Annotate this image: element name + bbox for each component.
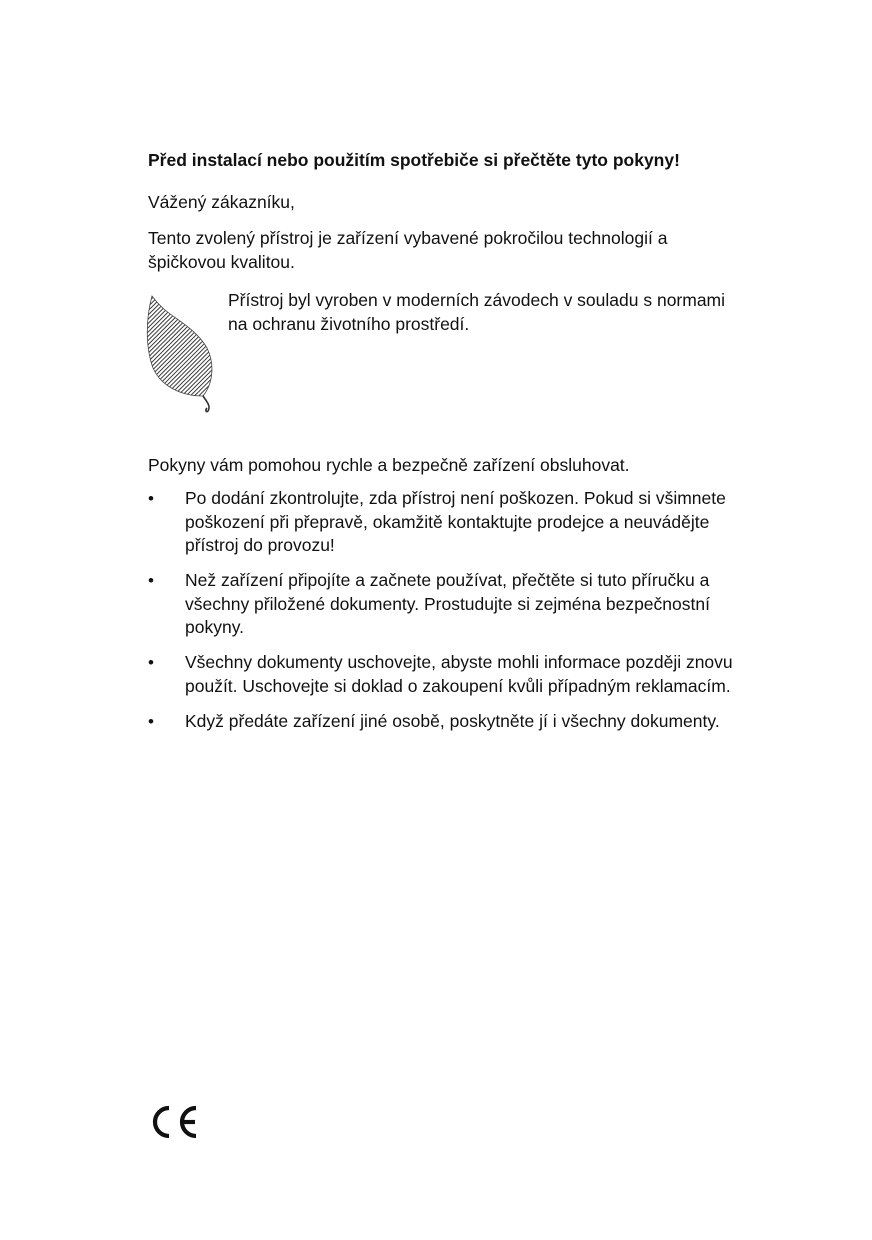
eco-paragraph: Přístroj byl vyroben v moderních závodech v souladu s normami na ochranu životního prostředí. — [228, 290, 726, 334]
bullet-icon: • — [148, 489, 154, 508]
help-paragraph: Pokyny vám pomohou rychle a bezpečně zařízení obsluhovat. — [148, 455, 630, 475]
list-item — [148, 487, 738, 558]
ce-mark-icon — [148, 1103, 200, 1141]
intro-paragraph: Tento zvolený přístroj je zařízení vybavené pokročilou technologií a špičkovou kvalitou. — [148, 228, 668, 272]
list-item — [148, 710, 738, 734]
list-item-text: Než zařízení připojíte a začnete používat, přečtěte si tuto příručku a všechny přiložené dokumenty. Prostudujte si zejména bezpečnostní pokyny. — [185, 570, 710, 637]
instruction-list — [148, 487, 738, 745]
list-item — [148, 651, 738, 698]
list-item — [148, 569, 738, 640]
list-item-text: Když předáte zařízení jiné osobě, poskytněte jí i všechny dokumenty. — [185, 710, 720, 731]
list-item-text: Po dodání zkontrolujte, zda přístroj není poškozen. Pokud si všimnete poškození při přepravě, okamžitě kontaktujte prodejce a neuvádějte přístroj do provozu! — [185, 488, 726, 555]
list-item-text: Všechny dokumenty uschovejte, abyste mohli informace později znovu použít. Uschovejte si doklad o zakoupení kvůli případným reklamacím. — [185, 652, 733, 696]
greeting: Vážený zákazníku, — [148, 192, 295, 212]
page-title: Před instalací nebo použitím spotřebiče si přečtěte tyto pokyny! — [148, 150, 680, 170]
bullet-icon: • — [148, 571, 154, 590]
bullet-icon: • — [148, 653, 154, 672]
bullet-icon: • — [148, 711, 154, 731]
leaf-icon — [145, 292, 217, 416]
